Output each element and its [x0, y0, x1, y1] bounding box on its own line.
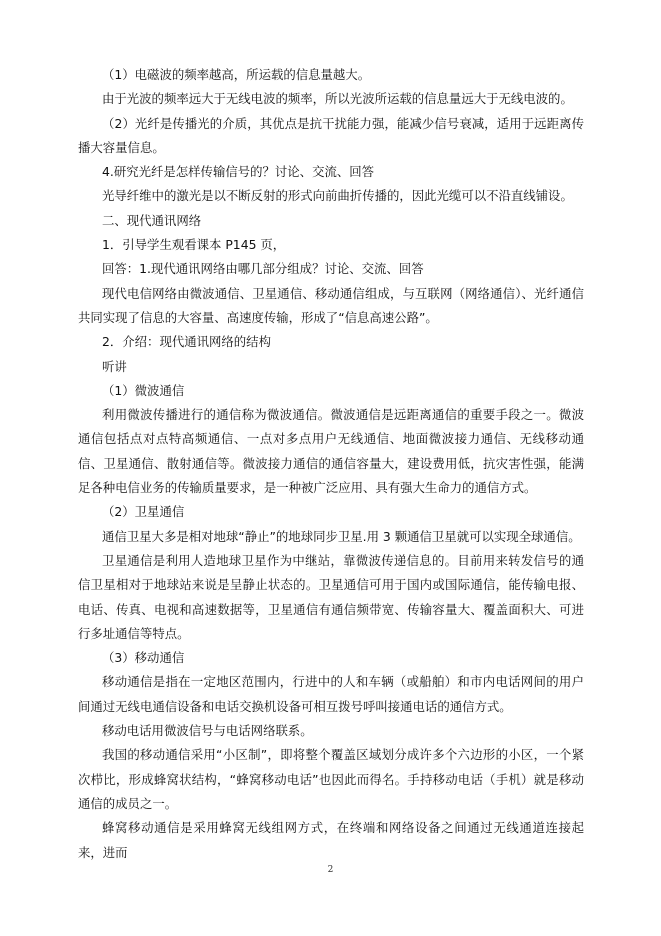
paragraph: 1．引导学生观看课本 P145 页， — [102, 237, 286, 253]
paragraph: 由于光波的频率远大于无线电波的频率，所以光波所运载的信息量远大于无线电波的。 — [102, 91, 573, 107]
body-text — [78, 63, 584, 865]
paragraph: 4.研究光纤是怎样传输信号的？讨论、交流、回答 — [102, 164, 375, 180]
paragraph: 光导纤维中的激光是以不断反射的形式向前曲折传播的，因此光缆可以不沿直线铺设。 — [102, 188, 573, 204]
paragraph: 利用微波传播进行的通信称为微波通信。微波通信是远距离通信的重要手段之一。微波通信包括点对点特高频通信、一点对多点用户无线通信、地面微波接力通信、无线移动通信、卫星通信、散射通信等。微波接力通信的通信容量大，建设费用低，抗灾害性强，能满足各种电信业务的传输质量要求，是一种被广泛应用、具有强大生命力的通信方式。 — [78, 407, 584, 496]
paragraph: （1）微波通信 — [102, 382, 185, 398]
paragraph: （2）光纤是传播光的介质，其优点是抗干扰能力强，能减少信号衰减，适用于远距离传播大容量信息。 — [78, 115, 584, 155]
paragraph: 我国的移动通信采用“小区制”，即将整个覆盖区域划分成许多个六边形的小区，一个紧次栉比，形成蜂窝状结构，“蜂窝移动电话”也因此而得名。手持移动电话（手机）就是移动通信的成员之一。 — [78, 747, 584, 811]
paragraph: 现代电信网络由微波通信、卫星通信、移动通信组成，与互联网（网络通信）、光纤通信共同实现了信息的大容量、高速度传输，形成了“信息高速公路”。 — [78, 285, 584, 325]
paragraph: 卫星通信是利用人造地球卫星作为中继站，靠微波传递信息的。目前用来转发信号的通信卫星相对于地球站来说是呈静止状态的。卫星通信可用于国内或国际通信，能传输电报、电话、传真、电视和高速数据等，卫星通信有通信频带宽、传输容量大、覆盖面积大、可进行多址通信等特点。 — [78, 552, 584, 641]
paragraph: （1）电磁波的频率越高，所运载的信息量越大。 — [102, 67, 371, 82]
paragraph: 回答：1.现代通讯网络由哪几部分组成？讨论、交流、回答 — [102, 261, 424, 277]
paragraph: 听讲 — [102, 358, 127, 374]
paragraph: 二、现代通讯网络 — [102, 212, 202, 228]
paragraph: （3）移动通信 — [102, 650, 185, 666]
paragraph: 通信卫星大多是相对地球“静止”的地球同步卫星.用 3 颗通信卫星就可以实现全球通信。 — [102, 528, 581, 544]
page-number: 2 — [327, 865, 334, 875]
paragraph: （2）卫星通信 — [102, 504, 185, 520]
paragraph: 移动电话用微波信号与电话网络联系。 — [102, 723, 313, 739]
paragraph: 移动通信是指在一定地区范围内，行进中的人和车辆（或船舶）和市内电话网间的用户间通过无线电通信设备和电话交换机设备可相互拨号呼叫接通电话的通信方式。 — [78, 674, 584, 714]
paragraph: 2．介绍：现代通讯网络的结构 — [102, 334, 271, 350]
paragraph: 蜂窝移动通信是采用蜂窝无线组网方式，在终端和网络设备之间通过无线通道连接起来，进而 — [78, 820, 584, 860]
